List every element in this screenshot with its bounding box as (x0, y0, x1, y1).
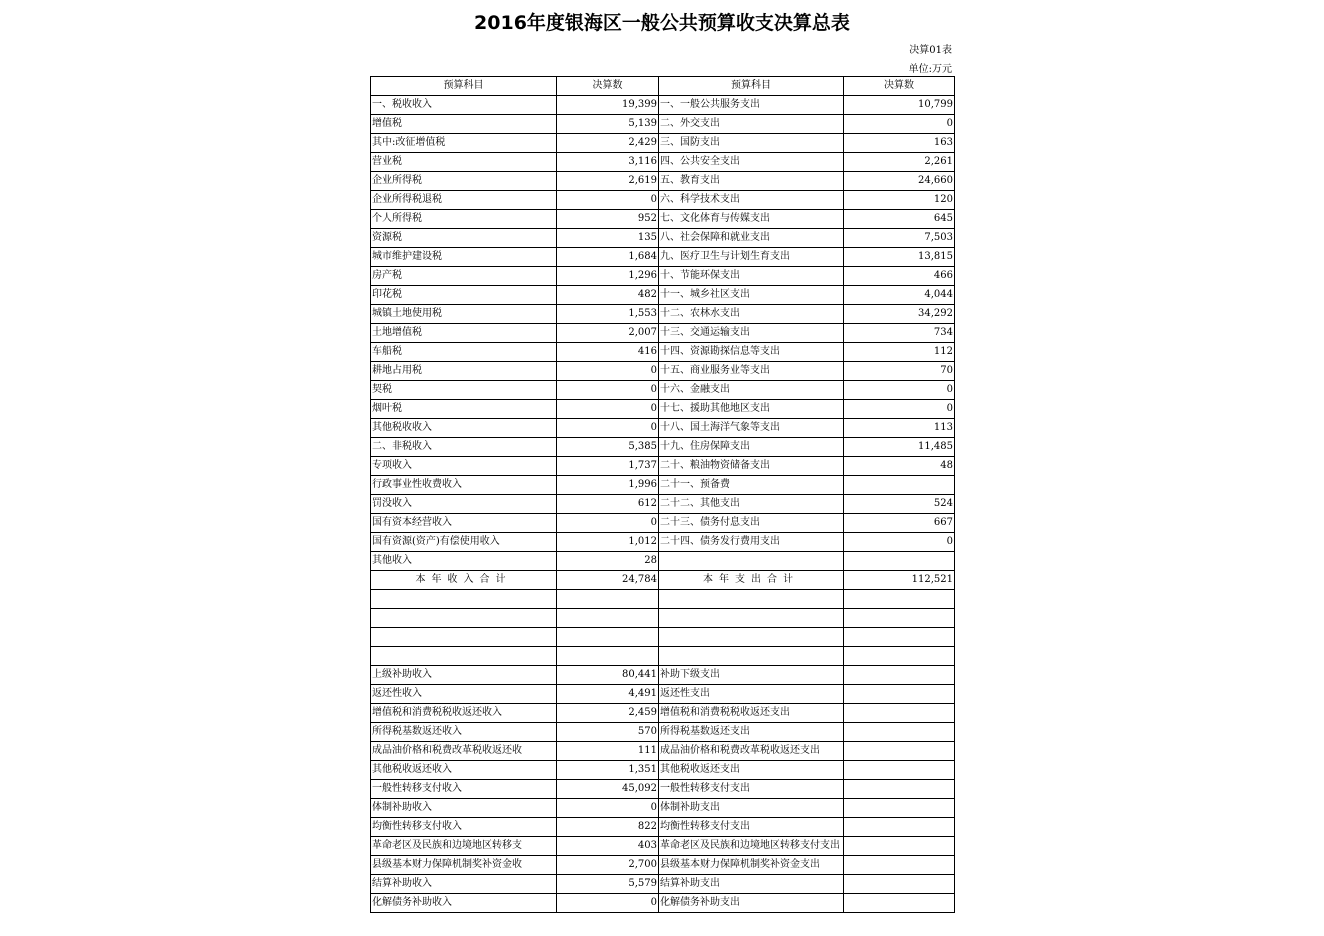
table-row (371, 381, 955, 400)
income-item-cell (371, 609, 557, 628)
table-row (371, 685, 955, 704)
table-row (371, 837, 955, 856)
income-amount-cell: 2,429 (557, 134, 659, 153)
expense-item-cell: 化解债务补助支出 (659, 894, 844, 913)
page-title: 2016年度银海区一般公共预算收支决算总表 (474, 12, 850, 34)
expense-item-cell: 五、教育支出 (659, 172, 844, 191)
expense-amount-cell: 112,521 (844, 571, 955, 590)
income-item-cell: 革命老区及民族和边境地区转移支 (371, 837, 557, 856)
income-item-cell: 均衡性转移支付收入 (371, 818, 557, 837)
income-item-cell: 国有资本经营收入 (371, 514, 557, 533)
expense-item-cell: 所得税基数返还支出 (659, 723, 844, 742)
income-item-cell: 房产税 (371, 267, 557, 286)
expense-item-cell: 其他税收返还支出 (659, 761, 844, 780)
expense-amount-cell (844, 685, 955, 704)
income-item-cell: 车船税 (371, 343, 557, 362)
expense-item-cell: 十三、交通运输支出 (659, 324, 844, 343)
table-row (371, 286, 955, 305)
income-item-cell: 县级基本财力保障机制奖补资金收 (371, 856, 557, 875)
income-item-cell: 个人所得税 (371, 210, 557, 229)
table-row (371, 362, 955, 381)
expense-amount-cell: 645 (844, 210, 955, 229)
table-row (371, 533, 955, 552)
expense-item-cell: 返还性支出 (659, 685, 844, 704)
income-item-cell: 行政事业性收费收入 (371, 476, 557, 495)
income-item-cell: 印花税 (371, 286, 557, 305)
expense-item-cell: 二、外交支出 (659, 115, 844, 134)
table-row (371, 324, 955, 343)
income-item-cell (371, 590, 557, 609)
table-code: 决算01表 (909, 45, 952, 56)
blank-row (371, 609, 955, 628)
table-row (371, 115, 955, 134)
expense-amount-cell: 466 (844, 267, 955, 286)
expense-item-cell: 成品油价格和税费改革税收返还支出 (659, 742, 844, 761)
table-row (371, 742, 955, 761)
income-item-cell: 资源税 (371, 229, 557, 248)
table-row (371, 267, 955, 286)
expense-amount-cell (844, 875, 955, 894)
income-item-cell: 其他税收返还收入 (371, 761, 557, 780)
income-item-cell: 耕地占用税 (371, 362, 557, 381)
expense-amount-cell (844, 609, 955, 628)
income-amount-cell: 403 (557, 837, 659, 856)
expense-amount-cell: 4,044 (844, 286, 955, 305)
expense-item-cell: 二十三、债务付息支出 (659, 514, 844, 533)
table-body (371, 96, 955, 913)
expense-item-cell: 补助下级支出 (659, 666, 844, 685)
income-amount-cell: 3,116 (557, 153, 659, 172)
income-amount-cell (557, 590, 659, 609)
blank-row (371, 628, 955, 647)
income-amount-cell: 4,491 (557, 685, 659, 704)
table-row (371, 856, 955, 875)
income-amount-cell: 2,619 (557, 172, 659, 191)
expense-item-cell: 七、文化体育与传媒支出 (659, 210, 844, 229)
income-amount-cell: 0 (557, 419, 659, 438)
income-amount-cell: 80,441 (557, 666, 659, 685)
income-item-cell (371, 628, 557, 647)
income-item-cell: 化解债务补助收入 (371, 894, 557, 913)
header-income-amount: 决算数 (557, 77, 659, 96)
expense-amount-cell: 524 (844, 495, 955, 514)
expense-item-cell: 十、节能环保支出 (659, 267, 844, 286)
income-amount-cell: 482 (557, 286, 659, 305)
budget-table (370, 76, 955, 913)
expense-item-cell: 一、一般公共服务支出 (659, 96, 844, 115)
expense-amount-cell: 48 (844, 457, 955, 476)
header-expense-amount: 决算数 (844, 77, 955, 96)
expense-item-cell: 二十二、其他支出 (659, 495, 844, 514)
income-item-cell: 烟叶税 (371, 400, 557, 419)
expense-amount-cell: 163 (844, 134, 955, 153)
expense-amount-cell: 120 (844, 191, 955, 210)
expense-item-cell: 十七、援助其他地区支出 (659, 400, 844, 419)
expense-item-cell: 体制补助支出 (659, 799, 844, 818)
expense-item-cell: 二十、粮油物资储备支出 (659, 457, 844, 476)
expense-item-cell (659, 609, 844, 628)
expense-item-cell: 十五、商业服务业等支出 (659, 362, 844, 381)
income-item-cell: 所得税基数返还收入 (371, 723, 557, 742)
income-item-cell: 专项收入 (371, 457, 557, 476)
income-item-cell: 一、税收收入 (371, 96, 557, 115)
expense-item-cell: 十六、金融支出 (659, 381, 844, 400)
income-amount-cell: 1,684 (557, 248, 659, 267)
income-amount-cell (557, 628, 659, 647)
income-amount-cell: 28 (557, 552, 659, 571)
income-amount-cell: 570 (557, 723, 659, 742)
income-amount-cell: 822 (557, 818, 659, 837)
table-row (371, 400, 955, 419)
expense-amount-cell (844, 704, 955, 723)
table-row (371, 438, 955, 457)
income-amount-cell: 1,737 (557, 457, 659, 476)
expense-item-cell: 二十一、预备费 (659, 476, 844, 495)
expense-item-cell: 革命老区及民族和边境地区转移支付支出 (659, 837, 844, 856)
expense-amount-cell (844, 590, 955, 609)
expense-amount-cell: 34,292 (844, 305, 955, 324)
blank-row (371, 590, 955, 609)
income-amount-cell: 1,012 (557, 533, 659, 552)
table-row (371, 419, 955, 438)
expense-item-cell: 十八、国土海洋气象等支出 (659, 419, 844, 438)
expense-amount-cell (844, 666, 955, 685)
expense-item-cell: 十九、住房保障支出 (659, 438, 844, 457)
table-row (371, 704, 955, 723)
table-row (371, 343, 955, 362)
income-amount-cell: 2,007 (557, 324, 659, 343)
income-item-cell: 增值税 (371, 115, 557, 134)
income-amount-cell: 45,092 (557, 780, 659, 799)
table-row (371, 96, 955, 115)
blank-row (371, 647, 955, 666)
income-item-cell: 契税 (371, 381, 557, 400)
income-item-cell: 企业所得税 (371, 172, 557, 191)
income-amount-cell: 0 (557, 894, 659, 913)
income-amount-cell: 416 (557, 343, 659, 362)
income-item-cell: 土地增值税 (371, 324, 557, 343)
expense-item-cell: 二十四、债务发行费用支出 (659, 533, 844, 552)
expense-amount-cell: 24,660 (844, 172, 955, 191)
expense-amount-cell: 10,799 (844, 96, 955, 115)
expense-item-cell: 县级基本财力保障机制奖补资金支出 (659, 856, 844, 875)
expense-item-cell: 八、社会保障和就业支出 (659, 229, 844, 248)
table-row (371, 153, 955, 172)
income-item-cell: 返还性收入 (371, 685, 557, 704)
expense-amount-cell (844, 723, 955, 742)
table-row (371, 666, 955, 685)
income-item-cell: 结算补助收入 (371, 875, 557, 894)
income-amount-cell: 135 (557, 229, 659, 248)
table-row (371, 457, 955, 476)
table-row (371, 305, 955, 324)
table-row (371, 495, 955, 514)
table-row (371, 552, 955, 571)
expense-amount-cell (844, 837, 955, 856)
table-row (371, 761, 955, 780)
expense-amount-cell (844, 552, 955, 571)
income-item-cell: 上级补助收入 (371, 666, 557, 685)
expense-amount-cell (844, 818, 955, 837)
expense-item-cell: 结算补助支出 (659, 875, 844, 894)
income-amount-cell: 5,385 (557, 438, 659, 457)
expense-item-cell (659, 628, 844, 647)
header-expense-item: 预算科目 (659, 77, 844, 96)
income-item-cell: 其中:改征增值税 (371, 134, 557, 153)
header-income-item: 预算科目 (371, 77, 557, 96)
expense-amount-cell: 11,485 (844, 438, 955, 457)
table-row (371, 799, 955, 818)
income-item-cell: 罚没收入 (371, 495, 557, 514)
income-item-cell: 营业税 (371, 153, 557, 172)
expense-amount-cell (844, 856, 955, 875)
expense-amount-cell: 7,503 (844, 229, 955, 248)
table-row (371, 818, 955, 837)
table-row (371, 172, 955, 191)
income-item-cell: 成品油价格和税费改革税收返还收 (371, 742, 557, 761)
expense-amount-cell (844, 799, 955, 818)
table-row (371, 780, 955, 799)
income-amount-cell: 5,139 (557, 115, 659, 134)
income-amount-cell (557, 647, 659, 666)
expense-item-cell: 十二、农林水支出 (659, 305, 844, 324)
table-row (371, 191, 955, 210)
table-row (371, 229, 955, 248)
income-item-cell: 二、非税收入 (371, 438, 557, 457)
income-amount-cell: 0 (557, 381, 659, 400)
unit-label: 单位:万元 (908, 64, 952, 75)
income-item-cell: 企业所得税退税 (371, 191, 557, 210)
income-amount-cell: 952 (557, 210, 659, 229)
income-item-cell: 国有资源(资产)有偿使用收入 (371, 533, 557, 552)
expense-item-cell (659, 552, 844, 571)
expense-item-cell: 十一、城乡社区支出 (659, 286, 844, 305)
income-amount-cell: 5,579 (557, 875, 659, 894)
expense-item-cell: 四、公共安全支出 (659, 153, 844, 172)
table-row (371, 894, 955, 913)
table-header-row (371, 77, 955, 96)
expense-amount-cell (844, 761, 955, 780)
income-amount-cell: 1,553 (557, 305, 659, 324)
income-amount-cell: 24,784 (557, 571, 659, 590)
table-row (371, 476, 955, 495)
table-row (371, 723, 955, 742)
income-amount-cell: 1,996 (557, 476, 659, 495)
expense-amount-cell: 667 (844, 514, 955, 533)
table-row (371, 210, 955, 229)
table-row (371, 514, 955, 533)
income-item-cell: 一般性转移支付收入 (371, 780, 557, 799)
expense-item-cell: 增值税和消费税税收返还支出 (659, 704, 844, 723)
income-amount-cell: 2,700 (557, 856, 659, 875)
expense-amount-cell: 70 (844, 362, 955, 381)
expense-amount-cell: 0 (844, 533, 955, 552)
income-item-cell: 其他税收收入 (371, 419, 557, 438)
expense-amount-cell: 2,261 (844, 153, 955, 172)
income-item-cell: 城镇土地使用税 (371, 305, 557, 324)
income-item-cell: 本年收入合计 (371, 571, 557, 590)
expense-amount-cell: 0 (844, 115, 955, 134)
expense-amount-cell: 0 (844, 381, 955, 400)
expense-amount-cell (844, 780, 955, 799)
expense-item-cell: 本年支出合计 (659, 571, 844, 590)
income-item-cell: 其他收入 (371, 552, 557, 571)
income-item-cell (371, 647, 557, 666)
expense-item-cell: 十四、资源勘探信息等支出 (659, 343, 844, 362)
expense-amount-cell: 112 (844, 343, 955, 362)
expense-amount-cell (844, 476, 955, 495)
expense-item-cell: 六、科学技术支出 (659, 191, 844, 210)
income-amount-cell: 0 (557, 514, 659, 533)
income-amount-cell: 1,296 (557, 267, 659, 286)
table-row (371, 248, 955, 267)
income-amount-cell: 19,399 (557, 96, 659, 115)
income-amount-cell: 0 (557, 400, 659, 419)
expense-item-cell: 均衡性转移支付支出 (659, 818, 844, 837)
income-item-cell: 增值税和消费税税收返还收入 (371, 704, 557, 723)
expense-amount-cell: 734 (844, 324, 955, 343)
expense-item-cell: 九、医疗卫生与计划生育支出 (659, 248, 844, 267)
table-row (371, 134, 955, 153)
expense-item-cell (659, 590, 844, 609)
expense-item-cell: 一般性转移支付支出 (659, 780, 844, 799)
expense-item-cell: 三、国防支出 (659, 134, 844, 153)
income-item-cell: 城市维护建设税 (371, 248, 557, 267)
expense-amount-cell: 113 (844, 419, 955, 438)
expense-amount-cell: 13,815 (844, 248, 955, 267)
expense-amount-cell (844, 628, 955, 647)
table-row (371, 875, 955, 894)
income-amount-cell: 111 (557, 742, 659, 761)
expense-amount-cell (844, 742, 955, 761)
expense-item-cell (659, 647, 844, 666)
expense-amount-cell (844, 894, 955, 913)
income-amount-cell: 612 (557, 495, 659, 514)
income-amount-cell: 0 (557, 362, 659, 381)
income-amount-cell: 2,459 (557, 704, 659, 723)
expense-amount-cell: 0 (844, 400, 955, 419)
income-amount-cell: 1,351 (557, 761, 659, 780)
expense-amount-cell (844, 647, 955, 666)
income-item-cell: 体制补助收入 (371, 799, 557, 818)
income-amount-cell (557, 609, 659, 628)
income-amount-cell: 0 (557, 799, 659, 818)
table-row (371, 571, 955, 590)
income-amount-cell: 0 (557, 191, 659, 210)
